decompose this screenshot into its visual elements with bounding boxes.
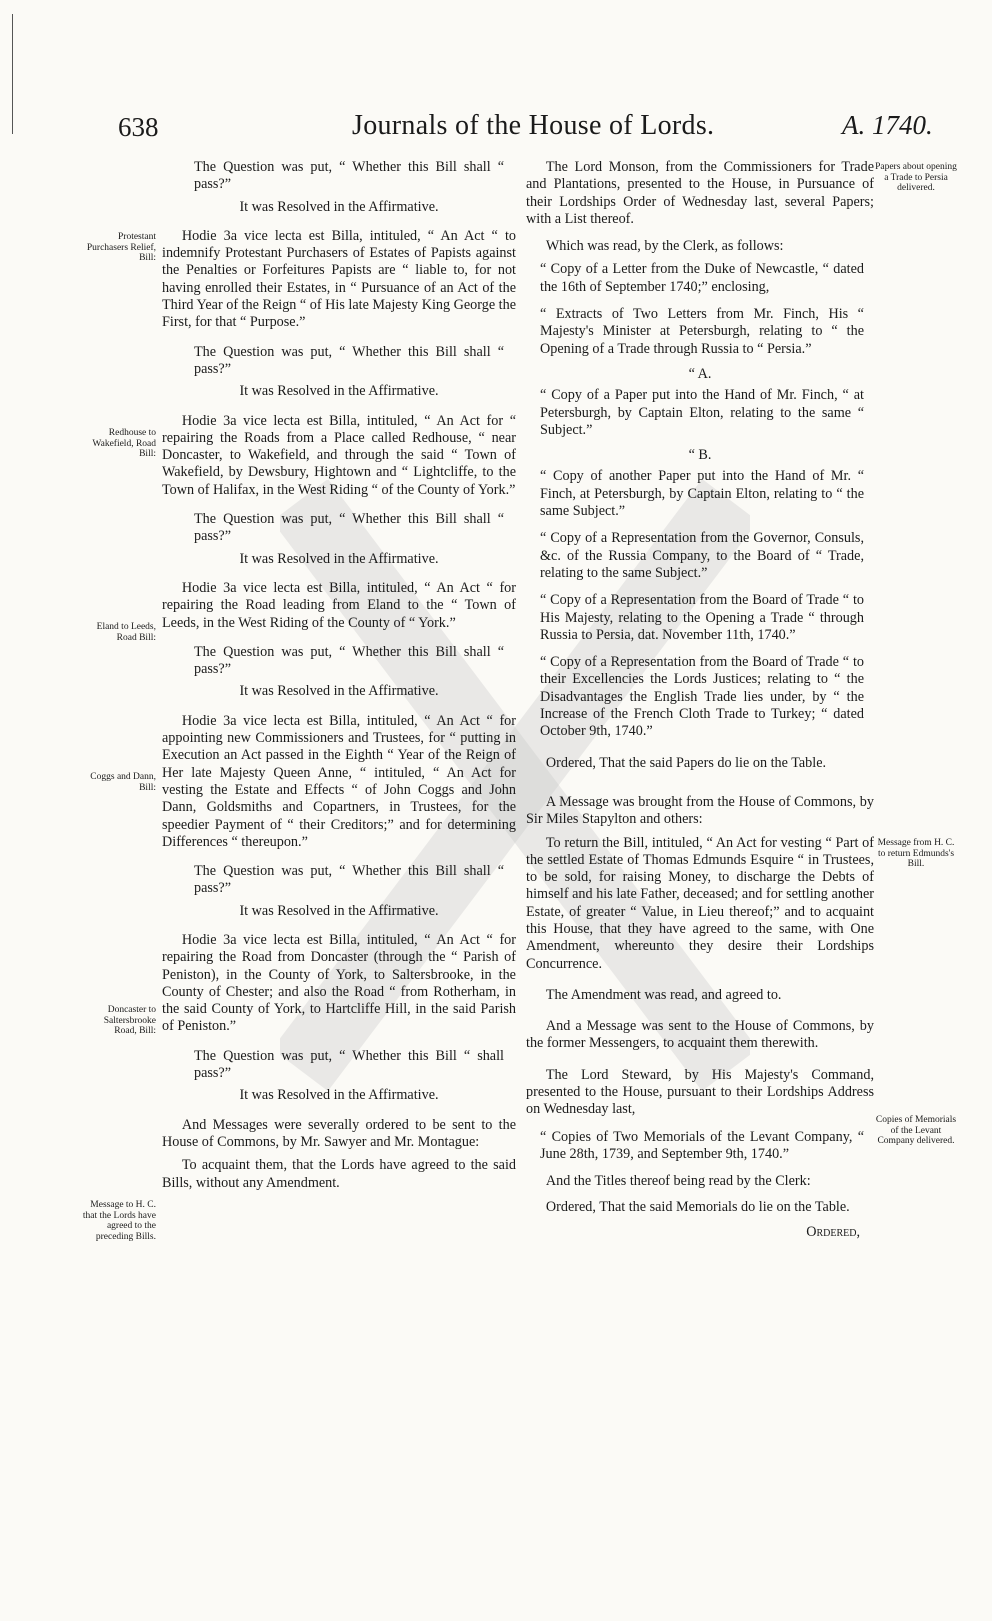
document-item: “ Copy of a Paper put into the Hand of Mr. Finch, “ at Petersburgh, by Captain Elton, relating to the same “ Subject.”	[540, 387, 864, 438]
right-column	[526, 159, 874, 1241]
margin-note: Message from H. C. to return Edmunds's Bill.	[877, 838, 955, 869]
document-item: “ B.	[688, 447, 712, 464]
running-title: Journals of the House of Lords.	[352, 110, 715, 141]
resolution-text: It was Resolved in the Affirmative.	[239, 683, 439, 700]
question-text: The Question was put, “ Whether this Bill shall “ pass?”	[194, 643, 504, 678]
margin-note: Coggs and Dann, Bill:	[90, 772, 156, 793]
bill-entry: Hodie 3a vice lecta est Billa, intituled, “ An Act “ to indemnify Protestant Purchasers of Estates of Papists against the Penalties or Forfeitures Papists are “ liable to, for not having enrolled their Estates, in “ Pursuance of an Act of the Third Year of the Reign “ of His late Majesty King George the First, for that “ Purpose.”	[162, 227, 516, 331]
paragraph: To return the Bill, intituled, “ An Act for vesting “ Part of the settled Estate of Thomas Edmunds Esquire “ in Trustees, to be sold, for raising Money, to discharge the Debts of himself and his late Father, deceased; and for settling another Estate, of greater “ Value, in Lieu thereof;” and to acquaint this House, that they have agreed to the same, with One Amendment, whereunto they desire their Lordships Concurrence.	[526, 834, 874, 972]
message-content: To acquaint them, that the Lords have agreed to the said Bills, without any Amendment.	[162, 1157, 516, 1191]
document-item: “ Copies of Two Memorials of the Levant Company, “ June 28th, 1739, and September 9th, 1740.”	[540, 1128, 864, 1162]
question-text: The Question was put, “ Whether this Bill shall “ pass?”	[194, 863, 504, 897]
resolution-text: It was Resolved in the Affirmative.	[239, 198, 439, 215]
paragraph: Which was read, by the Clerk, as follows:	[545, 238, 784, 255]
paragraph: The Amendment was read, and agreed to.	[545, 986, 782, 1003]
paragraph: And the Titles thereof being read by the Clerk:	[545, 1173, 811, 1190]
document-item: “ Copy of a Representation from the Board of Trade “ to their Excellencies the Lords Justices; relating to “ the Disadvantages the English Trade lies under, by “ the Increase of the French Cloth Trade to Turkey; “ dated October 9th, 1740.”	[540, 654, 864, 740]
bill-entry: Hodie 3a vice lecta est Billa, intituled, “ An Act for “ repairing the Roads from a Place called Redhouse, “ near Doncaster, to Wakefield, and through the said “ Town of Wakefield, by Dewsbury, Hightown and “ Lightcliffe, to the Town of Halifax, in the West Riding “ of the County of York.”	[162, 412, 516, 498]
margin-note: Doncaster to Saltersbrooke Road, Bill:	[103, 1005, 156, 1036]
scan-edge-line	[12, 14, 13, 134]
bill-entry: Hodie 3a vice lecta est Billa, intituled, “ An Act “ for repairing the Road leading from Eland to the “ Town of Leeds, in the West Riding of the County of “ York.”	[162, 579, 516, 631]
question-text: The Question was put, “ Whether this Bill “ shall pass?”	[194, 1047, 504, 1082]
document-item: “ Copy of a Representation from the Board of Trade “ to His Majesty, relating to the Opening a Trade “ through Russia to Persia, dat. November 11th, 1740.”	[540, 592, 864, 643]
catchword: Ordered,	[806, 1223, 860, 1240]
document-item: “ Copy of another Paper put into the Hand of Mr. “ Finch, at Petersburgh, by Captain Elton, relating to “ the same Subject.”	[540, 468, 864, 520]
bill-entry: Hodie 3a vice lecta est Billa, intituled, “ An Act “ for repairing the Road from Doncaster (through the “ Parish of Peniston), in the County of York, to Saltersbrooke, in the County of Chester; and also the Road “ from Rotherham, in the said County of York, to Hartcliffe Hill, in the said Parish of Peniston.”	[162, 931, 516, 1035]
year-heading: A. 1740.	[842, 110, 933, 140]
document-item: “ Copy of a Representation from the Governor, Consuls, &c. of the Russia Company, to the Board of “ Trade, relating to the same Subject.”	[540, 530, 864, 581]
margin-note: Message to H. C. that the Lords have agreed to the preceding Bills.	[82, 1200, 156, 1242]
paragraph: And a Message was sent to the House of Commons, by the former Messengers, to acquaint them therewith.	[526, 1018, 874, 1052]
margin-note: Redhouse to Wakefield, Road Bill:	[92, 428, 156, 459]
resolution-text: It was Resolved in the Affirmative.	[239, 1087, 439, 1104]
margin-note: Papers about opening a Trade to Persia delivered.	[875, 162, 957, 193]
order-text: Ordered, That the said Papers do lie on the Table.	[545, 754, 827, 771]
question-text: The Question was put, “ Whether this Bill shall “ pass?”	[194, 159, 504, 193]
message-order: And Messages were severally ordered to be sent to the House of Commons, by Mr. Sawyer and Mr. Montague:	[162, 1116, 516, 1150]
order-text: Ordered, That the said Memorials do lie on the Table.	[545, 1198, 850, 1215]
resolution-text: It was Resolved in the Affirmative.	[239, 383, 439, 400]
document-item: “ Extracts of Two Letters from Mr. Finch, His “ Majesty's Minister at Petersburgh, relating to “ the Opening of a Trade through Russia to “ Persia.”	[540, 306, 864, 357]
question-text: The Question was put, “ Whether this Bill shall “ pass?”	[194, 511, 504, 545]
margin-note: Eland to Leeds, Road Bill:	[96, 622, 156, 643]
paragraph: The Lord Steward, by His Majesty's Command, presented to the House, pursuant to their Lordships Address on Wednesday last,	[526, 1066, 874, 1118]
question-text: The Question was put, “ Whether this Bill shall “ pass?”	[194, 343, 504, 377]
document-item: “ Copy of a Letter from the Duke of Newcastle, “ dated the 16th of September 1740;” enclosing,	[540, 261, 864, 295]
document-item: “ A.	[688, 365, 712, 382]
resolution-text: It was Resolved in the Affirmative.	[239, 550, 439, 567]
page-number: 638	[118, 112, 159, 142]
bill-entry: Hodie 3a vice lecta est Billa, intituled, “ An Act “ for appointing new Commissioners and Trustees, for “ putting in Execution an Act passed in the Eighth “ Year of the Reign of Her late Majesty Queen Anne, “ intituled, “ An Act for vesting the Estate and Effects “ of John Coggs and John Dann, Goldsmiths and Copartners, in Trustees, for the speedier Payment of “ their Creditors;” and for determining Differences “ thereupon.”	[162, 712, 516, 850]
margin-note: Copies of Memorials of the Levant Company delivered.	[875, 1115, 957, 1146]
resolution-text: It was Resolved in the Affirmative.	[239, 902, 439, 919]
message-paragraph: A Message was brought from the House of Commons, by Sir Miles Stapylton and others:	[526, 793, 874, 828]
margin-note: Protestant Purchasers Relief, Bill:	[86, 232, 156, 263]
paragraph: The Lord Monson, from the Commissioners for Trade and Plantations, presented to the House, in Pursuance of their Lordships Order of Wednesday last, several Papers; with a List thereof.	[526, 159, 874, 227]
left-column	[162, 159, 516, 1192]
